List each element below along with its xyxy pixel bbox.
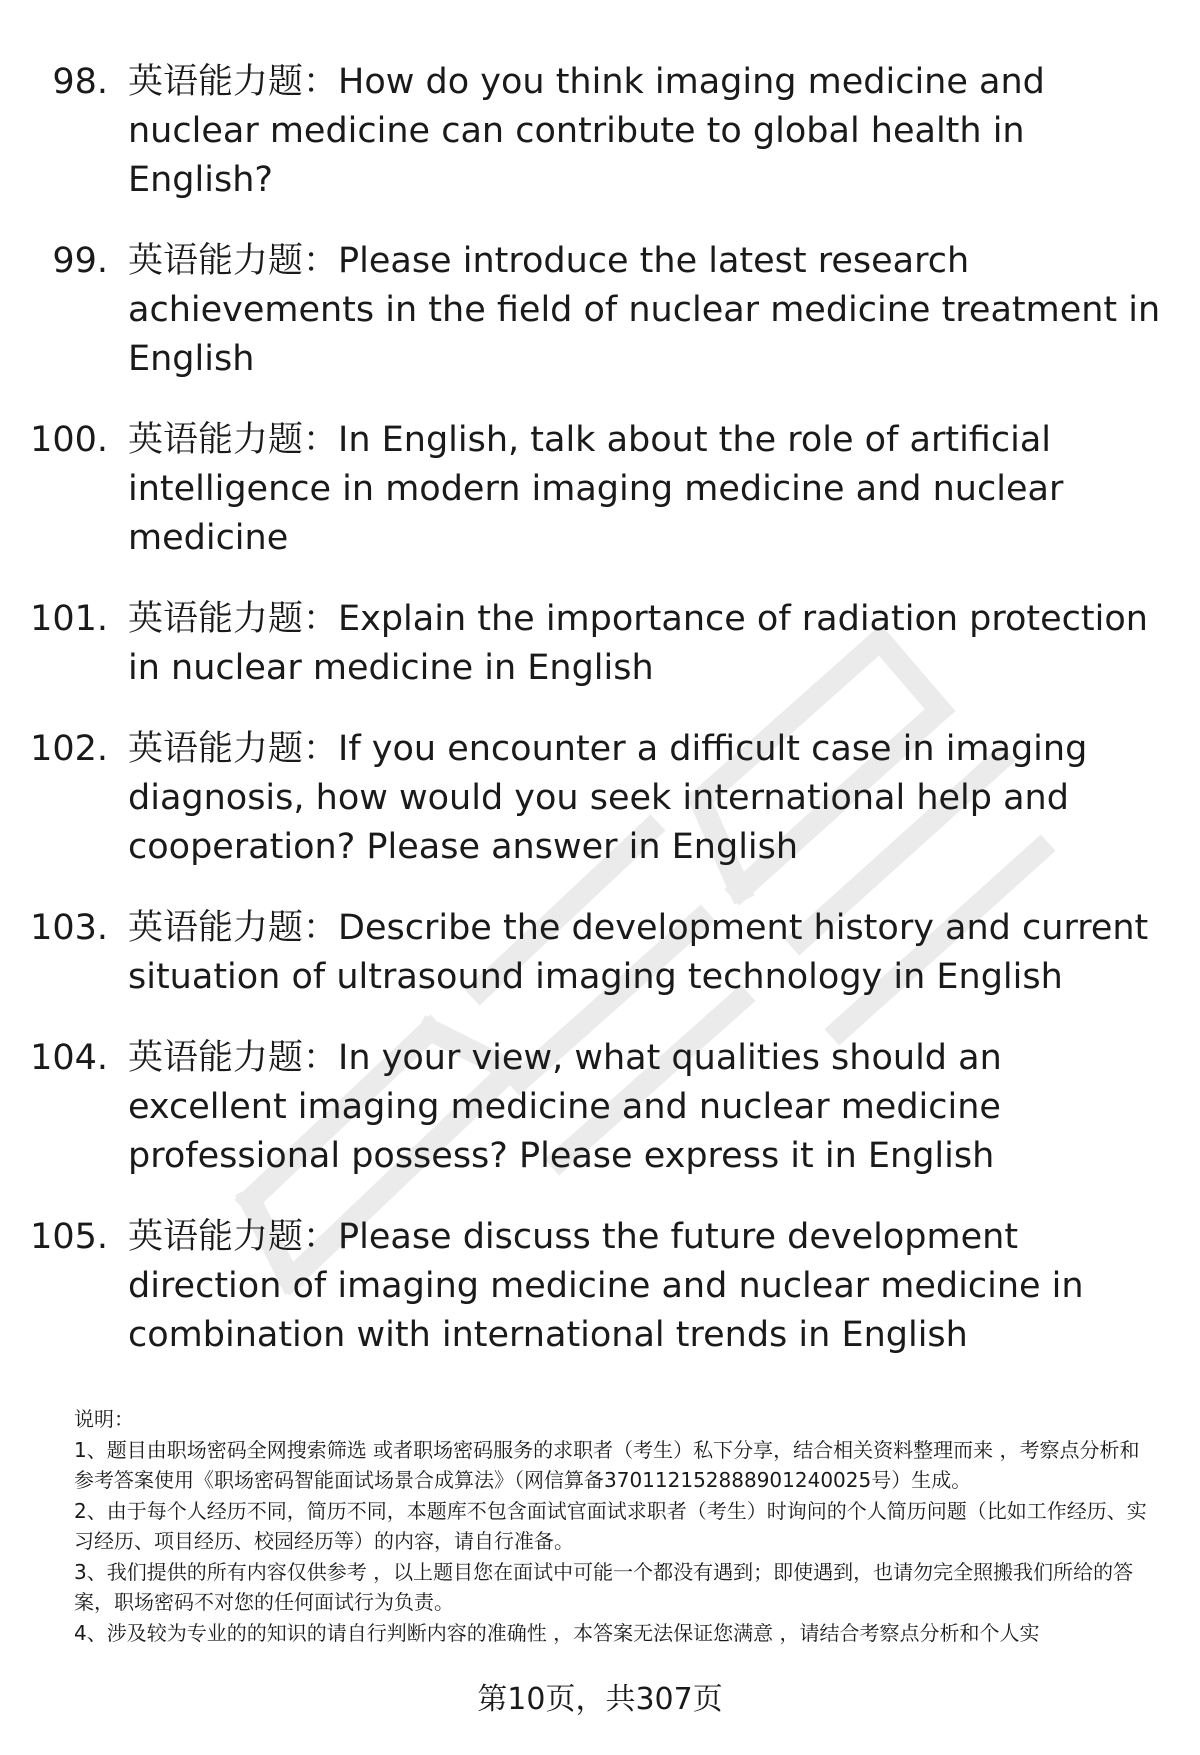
question-category: 英语能力题：	[128, 1038, 339, 1078]
question-text: In English, talk about the role of artificial intelligence in modern imaging medicine and nuclear medicine	[128, 420, 1064, 558]
question-number: 102.	[30, 729, 108, 769]
question-item	[0, 725, 1200, 872]
question-item	[0, 904, 1200, 1002]
question-number: 101.	[30, 599, 108, 639]
question-category: 英语能力题：	[128, 62, 339, 102]
question-body	[128, 1213, 1168, 1360]
question-text: If you encounter a difficult case in imaging diagnosis, how would you seek international help and cooperation? Please answer in English	[128, 729, 1088, 867]
question-text: Explain the importance of radiation protection in nuclear medicine in English	[128, 599, 1148, 688]
page-number: 第10页，共307页	[477, 1682, 723, 1717]
question-body	[128, 595, 1168, 693]
question-category: 英语能力题：	[128, 1217, 339, 1257]
question-number: 105.	[30, 1217, 108, 1257]
question-body	[128, 58, 1168, 205]
question-item	[0, 237, 1200, 384]
question-number: 104.	[30, 1038, 108, 1078]
notes-heading: 说明：	[74, 1407, 134, 1431]
question-list	[0, 58, 1200, 1392]
question-body	[128, 904, 1168, 1002]
question-number: 99.	[52, 241, 108, 281]
question-body	[128, 416, 1168, 563]
question-item	[0, 1213, 1200, 1360]
question-item	[0, 1034, 1200, 1181]
question-text: In your view, what qualities should an excellent imaging medicine and nuclear medicine professional possess? Please express it in English	[128, 1038, 1002, 1176]
question-category: 英语能力题：	[128, 908, 339, 948]
question-item	[0, 595, 1200, 693]
question-number: 100.	[30, 420, 108, 460]
question-number: 98.	[52, 62, 108, 102]
question-category: 英语能力题：	[128, 729, 339, 769]
question-body	[128, 1034, 1168, 1181]
question-item	[0, 58, 1200, 205]
question-item	[0, 416, 1200, 563]
question-category: 英语能力题：	[128, 420, 339, 460]
question-text: Describe the development history and current situation of ultrasound imaging technology in English	[128, 908, 1149, 997]
note-item-1: 1、题目由职场密码全网搜索筛选 或者职场密码服务的求职者（考生）私下分享，结合相关资料整理而来 ，考察点分析和参考答案使用《职场密码智能面试场景合成算法》（网信算备370112152888901240025号）生成。	[74, 1437, 1140, 1492]
notes-section	[74, 1404, 1154, 1648]
question-number: 103.	[30, 908, 108, 948]
note-item-3: 3、我们提供的所有内容仅供参考 ，以上题目您在面试中可能一个都没有遇到；即使遇到，也请勿完全照搬我们所给的答案，职场密码不对您的任何面试行为负责。	[74, 1559, 1134, 1614]
question-body	[128, 725, 1168, 872]
note-item-2: 2、由于每个人经历不同，简历不同，本题库不包含面试官面试求职者（考生）时询问的个人简历问题（比如工作经历、实习经历、项目经历、校园经历等）的内容，请自行准备。	[74, 1498, 1147, 1553]
note-item-4: 4、涉及较为专业的的知识的请自行判断内容的准确性 ，本答案无法保证您满意 ，请结合考察点分析和个人实	[74, 1620, 1040, 1645]
question-body	[128, 237, 1168, 384]
question-category: 英语能力题：	[128, 599, 339, 639]
question-text: Please discuss the future development direction of imaging medicine and nuclear medicine in combination with international trends in English	[128, 1217, 1084, 1355]
question-category: 英语能力题：	[128, 241, 339, 281]
question-text: Please introduce the latest research achievements in the field of nuclear medicine treatment in English	[128, 241, 1161, 379]
question-text: How do you think imaging medicine and nuclear medicine can contribute to global health in English?	[128, 62, 1045, 200]
